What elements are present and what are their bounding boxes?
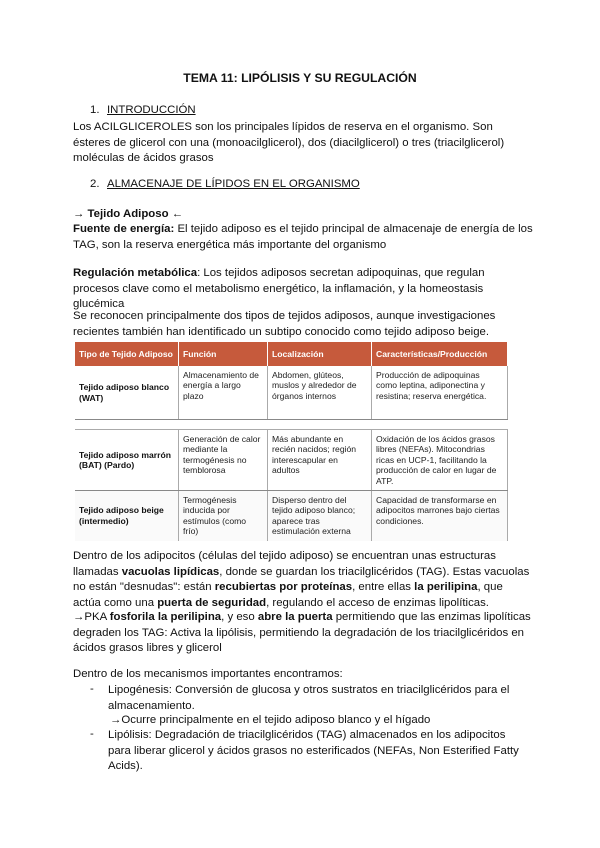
section-1-heading	[90, 104, 540, 120]
text-run: permitiendo que las enzimas lipolíticas degraden los TAG: Activa la lipólisis, permitiendo la degradación de los triacilglicéridos en ácidos grasos libres y glicerol	[73, 611, 531, 654]
table-cell: Producción de adipoquinas como leptina, adiponectina y resistina; reserva energética.	[372, 366, 508, 420]
bold-run: vacuolas lipídicas	[121, 565, 220, 578]
table-cell: Tejido adiposo marrón (BAT) (Pardo)	[75, 430, 179, 491]
list-subitem: →Ocurre principalmente en el tejido adiposo blanco y el hígado	[110, 714, 431, 726]
table-cell: Oxidación de los ácidos grasos libres (NEFAs). Mitocondrias ricas en UCP-1, facilitando la producción de calor en lugar de ATP.	[372, 430, 508, 491]
table-row	[75, 491, 508, 541]
regulacion-paragraph	[73, 266, 533, 313]
text-run: , regulando el acceso de enzimas lipolíticas.	[266, 596, 489, 609]
list-item-lipogenesis: Lipogénesis: Conversión de glucosa y otros sustratos en triacilglicéridos para el almacenamiento.	[108, 684, 510, 712]
mecanismos-intro: Dentro de los mecanismos importantes encontramos:	[73, 668, 343, 680]
text-run: →PKA	[73, 611, 110, 623]
bold-run: fosforila la perilipina	[109, 611, 222, 623]
text-run: , y eso	[221, 611, 258, 623]
fuente-label: Fuente de energía:	[73, 223, 175, 235]
table-header: Características/Producción	[372, 342, 508, 366]
fuente-energia-paragraph	[73, 222, 533, 253]
table-cell: Almacenamiento de energía a largo plazo	[179, 366, 268, 420]
table-cell: Termogénesis inducida por estímulos (como frío)	[179, 491, 268, 541]
section-number: 1.	[90, 104, 100, 116]
text-run: , entre ellas	[352, 581, 415, 593]
bold-run: puerta de seguridad	[157, 596, 267, 609]
section-number: 2.	[90, 178, 100, 190]
table-cell: Abdomen, glúteos, muslos y alrededor de órganos internos	[268, 366, 372, 420]
list-bullet: -	[90, 683, 94, 695]
bold-run: abre la puerta	[257, 611, 333, 623]
table-cell: Disperso dentro del tejido adiposo blanco; aparece tras estimulación externa	[268, 491, 372, 541]
section-2-heading	[90, 178, 540, 194]
table-cell: Capacidad de transformarse en adipocitos marrones bajo ciertas condiciones.	[372, 491, 508, 541]
adipocitos-paragraph	[73, 549, 533, 611]
table-header: Tipo de Tejido Adiposo	[75, 342, 179, 366]
page-title: TEMA 11: LIPÓLISIS Y SU REGULACIÓN	[183, 71, 417, 85]
list-item-lipolisis: Lipólisis: Degradación de triacilglicéridos (TAG) almacenados en los adipocitos para liberar glicerol y ácidos grasos no esterificados (NEFAs, Non Esterified Fatty Acids).	[108, 729, 519, 772]
table-header: Función	[179, 342, 268, 366]
text-run: Dentro de los adipocitos (células del tejido adiposo) se encuentran unas estructuras llamadas	[73, 550, 496, 578]
pka-paragraph	[73, 610, 533, 657]
table-cell: Generación de calor mediante la termogénesis no temblorosa	[179, 430, 268, 491]
intro-paragraph: Los ACILGLICEROLES son los principales lípidos de reserva en el organismo. Son ésteres de glicerol con una (monoacilglicerol), dos (diacilglicerol) o tres (triacilglicerol) moléculas de ácidos grasos	[73, 121, 505, 164]
table-cell: Más abundante en recién nacidos; región interescapular en adultos	[268, 430, 372, 491]
table-header: Localización	[268, 342, 372, 366]
table-row	[75, 430, 508, 491]
section-title: INTRODUCCIÓN	[107, 104, 196, 116]
regulacion-text: : Los tejidos adiposos secretan adipoquinas, que regulan procesos clave como el metabolismo energético, la inflamación, y la homeostasis glucémica	[73, 267, 485, 310]
tejido-adiposo-heading: → Tejido Adiposo ←	[73, 208, 184, 220]
bold-run: recubiertas por proteínas	[214, 581, 353, 593]
adipose-types-table	[75, 342, 508, 541]
table-cell: Tejido adiposo beige (intermedio)	[75, 491, 179, 541]
list-bullet: -	[90, 728, 94, 740]
regulacion-label: Regulación metabólica	[73, 267, 198, 279]
table-row	[75, 366, 508, 420]
text-run: , que actúa como una	[73, 581, 503, 609]
section-title: ALMACENAJE DE LÍPIDOS EN EL ORGANISMO	[107, 178, 360, 190]
table-cell: Tejido adiposo blanco (WAT)	[75, 366, 179, 420]
bold-run: la perilipina	[414, 581, 478, 593]
tipos-paragraph: Se reconocen principalmente dos tipos de tejidos adiposos, aunque investigaciones recientes también han identificado un subtipo conocido como tejido adiposo beige.	[73, 310, 496, 338]
table-row-gap	[75, 420, 508, 430]
text-run: , donde se guardan los triacilglicéridos (TAG). Estas vacuolas no están "desnudas": están	[73, 565, 530, 593]
fuente-text: El tejido adiposo es el tejido principal de almacenaje de energía de los TAG, son la reserva energética más importante del organismo	[73, 223, 533, 251]
table-header-row	[75, 342, 508, 366]
